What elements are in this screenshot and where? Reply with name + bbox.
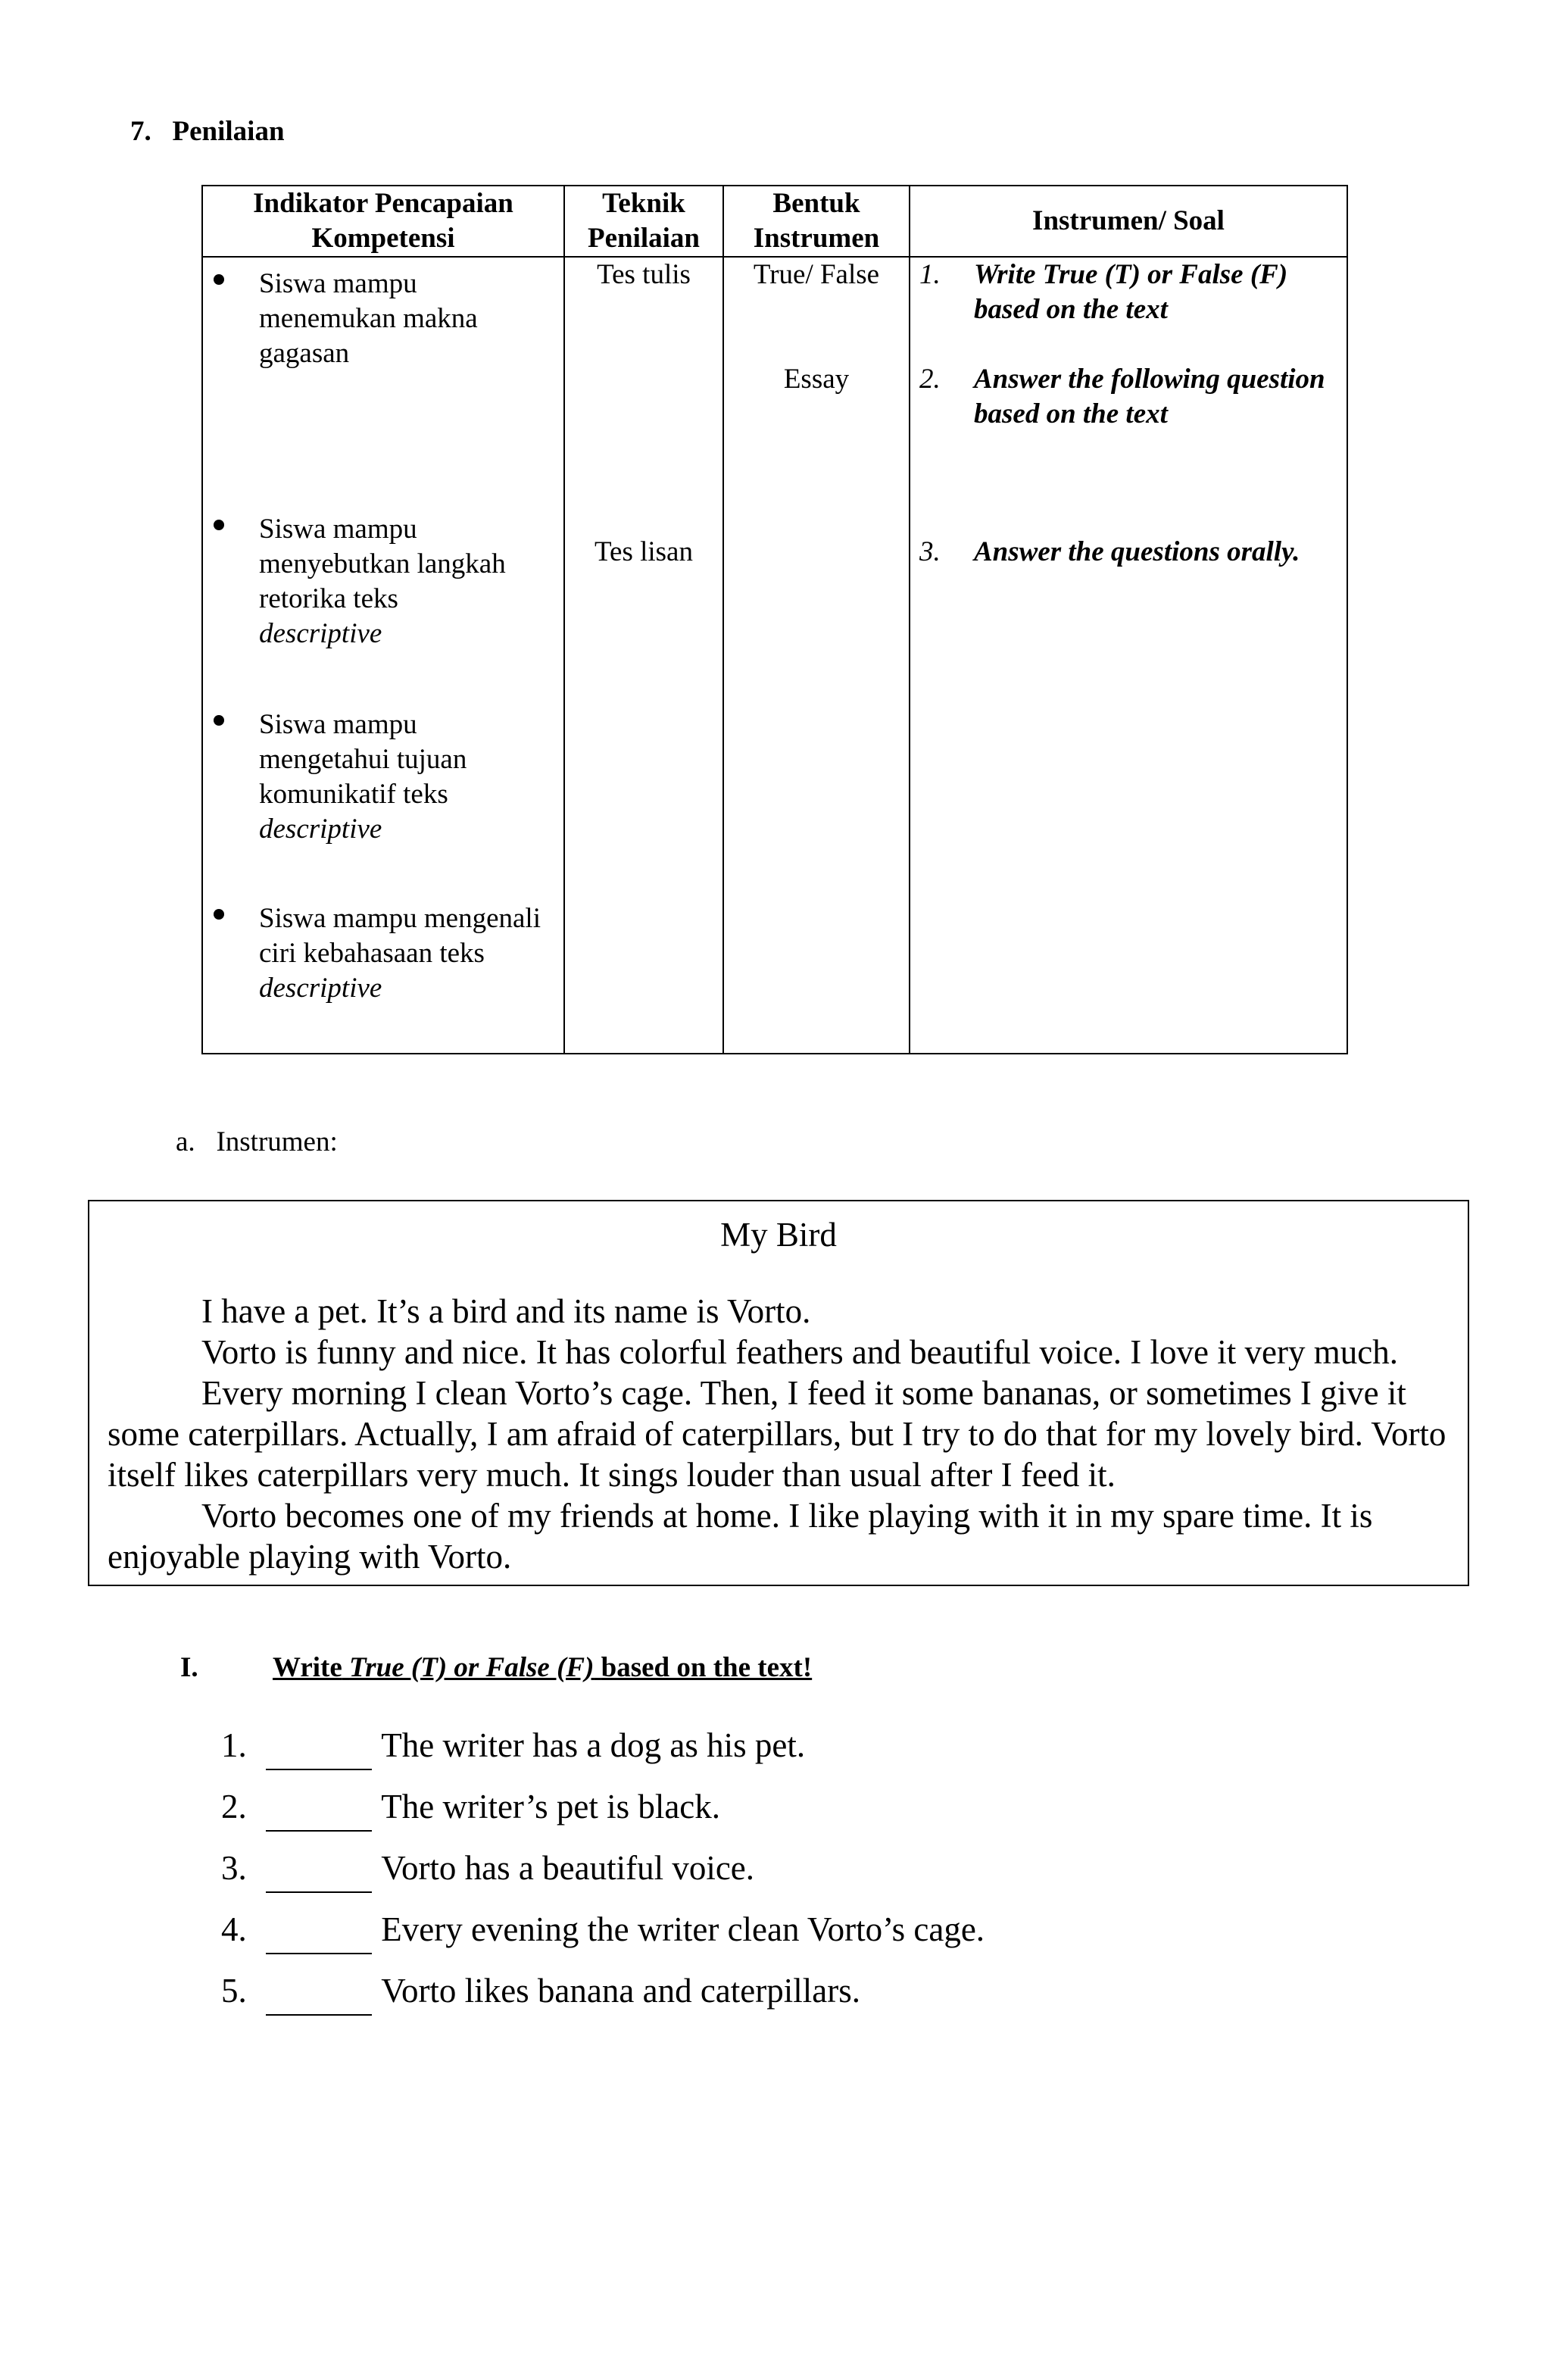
header-indikator: Indikator Pencapaian Kompetensi — [202, 186, 564, 257]
answer-blank[interactable] — [266, 1922, 372, 1954]
bullet-icon — [214, 520, 224, 530]
list-item: 5. Vorto likes banana and caterpillars. — [221, 1960, 985, 2022]
exercise-number: I. — [180, 1652, 198, 1683]
answer-blank[interactable] — [266, 1861, 372, 1893]
list-item: 3. Vorto has a beautiful voice. — [221, 1838, 985, 1899]
assessment-table — [201, 185, 1348, 1054]
bentuk-cell — [723, 257, 910, 1054]
header-bentuk: Bentuk Instrumen — [723, 186, 910, 257]
reading-passage — [88, 1200, 1469, 1586]
answer-blank[interactable] — [266, 1738, 372, 1770]
passage-title: My Bird — [720, 1216, 837, 1254]
list-item: 1. The writer has a dog as his pet. — [221, 1715, 985, 1776]
exercise-title: Write True (T) or False (F) based on the text! — [273, 1652, 813, 1683]
indicator-item: Siswa mampu mengetahui tujuan komunikatif teks descriptive — [259, 707, 547, 847]
bullet-icon — [214, 274, 224, 285]
passage-paragraph: Every morning I clean Vorto’s cage. Then, I feed it some bananas, or sometimes I give it some caterpillars. Actually, I am afraid of caterpillars, but I try to do that for my lovely bird. Vorto itself likes caterpillars very much. It sings louder than usual after I feed it. — [108, 1374, 1446, 1494]
teknik-written: Tes tulis — [597, 259, 691, 290]
section-number: 7. — [130, 116, 151, 147]
passage-paragraph: I have a pet. It’s a bird and its name is Vorto. — [201, 1292, 811, 1330]
indicator-cell — [202, 257, 564, 1054]
section-title: Penilaian — [172, 116, 285, 147]
teknik-cell — [564, 257, 723, 1054]
sub-heading-text: Instrumen: — [216, 1126, 338, 1157]
passage-paragraph: Vorto is funny and nice. It has colorful feathers and beautiful voice. I love it very much. — [201, 1333, 1398, 1371]
bullet-icon — [214, 909, 224, 920]
sub-heading — [176, 1126, 338, 1158]
true-false-list — [221, 1715, 985, 2022]
indicator-item: Siswa mampu menemukan makna gagasan — [259, 267, 547, 371]
bentuk-essay: Essay — [783, 364, 850, 395]
table-row — [202, 257, 1347, 1054]
indicator-item: Siswa mampu menyebutkan langkah retorika teks descriptive — [259, 512, 547, 651]
passage-body — [108, 1291, 1450, 1577]
teknik-oral: Tes lisan — [594, 536, 693, 567]
bullet-icon — [214, 715, 224, 726]
passage-paragraph: Vorto becomes one of my friends at home. I like playing with it in my spare time. It is enjoyable playing with Vorto. — [108, 1497, 1373, 1576]
answer-blank[interactable] — [266, 1984, 372, 2016]
header-instrumen: Instrumen/ Soal — [910, 186, 1347, 257]
instrumen-cell: 1. Write True (T) or False (F) based on the text 2. Answer the following question based on the text 3. Answer the questions orally. — [910, 257, 1347, 1054]
table-header-row — [202, 186, 1347, 257]
indicator-item: Siswa mampu mengenali ciri kebahasaan teks descriptive — [259, 901, 547, 1006]
section-heading — [130, 115, 285, 148]
sub-heading-label: a. — [176, 1126, 195, 1157]
header-teknik: Teknik Penilaian — [564, 186, 723, 257]
bentuk-true-false: True/ False — [753, 259, 880, 290]
list-item: 4. Every evening the writer clean Vorto’s cage. — [221, 1899, 985, 1960]
answer-blank[interactable] — [266, 1800, 372, 1832]
list-item: 2. The writer’s pet is black. — [221, 1776, 985, 1838]
